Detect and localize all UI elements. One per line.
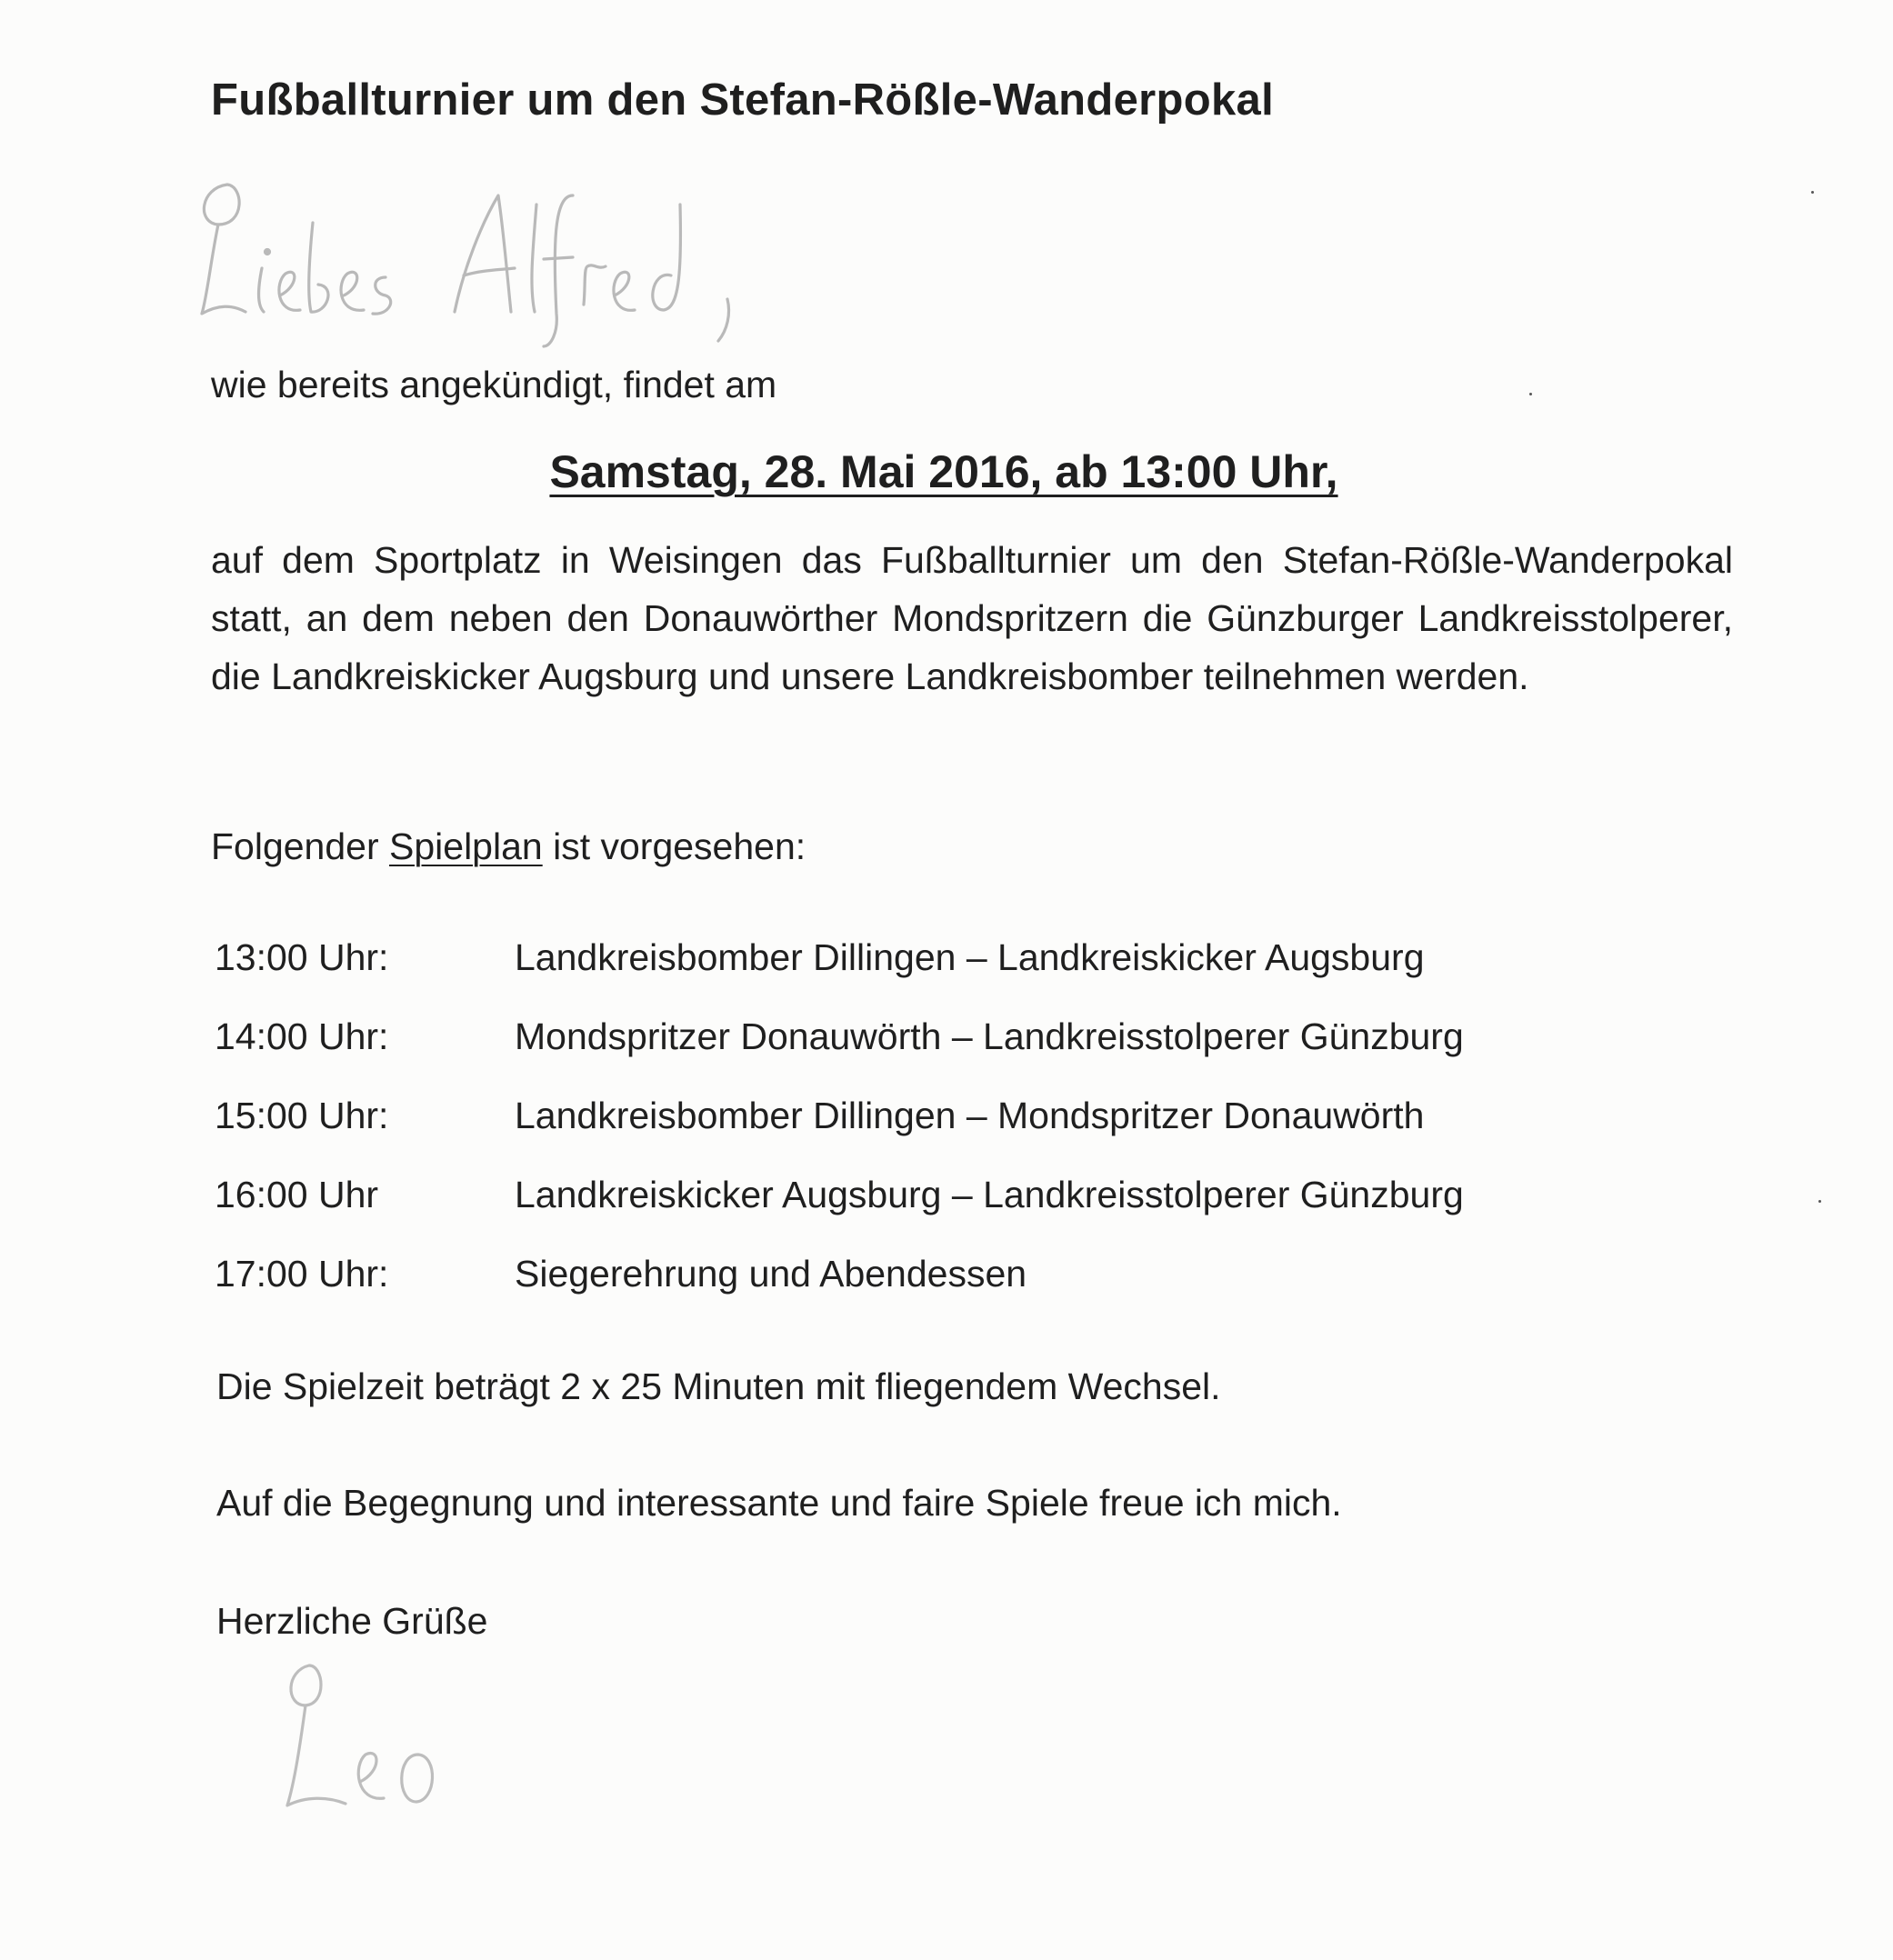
schedule-match: Mondspritzer Donauwörth – Landkreisstolperer Günzburg: [515, 1015, 1464, 1057]
handwritten-salutation: [191, 168, 809, 350]
schedule-time: 17:00 Uhr:: [215, 1253, 389, 1295]
scan-speck: [1529, 393, 1532, 395]
handwritten-signature: [273, 1645, 491, 1827]
schedule-row: [215, 936, 1760, 1015]
game-duration-note: Die Spielzeit beträgt 2 x 25 Minuten mit fliegendem Wechsel.: [216, 1365, 1221, 1407]
schedule-time: 13:00 Uhr:: [215, 936, 389, 978]
letter-title: Fußballturnier um den Stefan-Rößle-Wanderpokal: [211, 75, 1274, 125]
schedule-row: [215, 1253, 1760, 1332]
schedule-intro: [211, 825, 806, 868]
schedule-row: [215, 1095, 1760, 1174]
schedule-intro-underlined: Spielplan: [389, 825, 543, 867]
schedule-list: [215, 936, 1760, 1332]
schedule-row: [215, 1015, 1760, 1095]
event-date-text: Samstag, 28. Mai 2016, ab 13:00 Uhr,: [549, 446, 1338, 497]
event-date: [0, 445, 1893, 498]
schedule-match: Landkreisbomber Dillingen – Landkreiskicker Augsburg: [515, 936, 1425, 978]
schedule-time: 15:00 Uhr:: [215, 1095, 389, 1136]
schedule-match: Landkreiskicker Augsburg – Landkreisstolperer Günzburg: [515, 1174, 1464, 1215]
greeting: Herzliche Grüße: [216, 1600, 488, 1642]
schedule-intro-after: ist vorgesehen:: [542, 825, 806, 867]
body-paragraph: auf dem Sportplatz in Weisingen das Fußballturnier um den Stefan-Rößle-Wanderpokal statt, an dem neben den Donauwörther Mondspritzern die Günzburger Landkreisstolperer, die Landkreiskicker Augsburg und unsere Landkreisbomber teilnehmen werden.: [211, 539, 1733, 697]
scan-speck: [1818, 1200, 1821, 1203]
scan-speck: [1811, 191, 1814, 194]
schedule-time: 14:00 Uhr:: [215, 1015, 389, 1057]
intro-text: wie bereits angekündigt, findet am: [211, 364, 777, 405]
schedule-intro-before: Folgender: [211, 825, 390, 867]
closing-sentence: Auf die Begegnung und interessante und faire Spiele freue ich mich.: [216, 1482, 1342, 1524]
schedule-match: Landkreisbomber Dillingen – Mondspritzer Donauwörth: [515, 1095, 1425, 1136]
schedule-match: Siegerehrung und Abendessen: [515, 1253, 1027, 1295]
schedule-row: [215, 1174, 1760, 1253]
schedule-time: 16:00 Uhr: [215, 1174, 379, 1215]
